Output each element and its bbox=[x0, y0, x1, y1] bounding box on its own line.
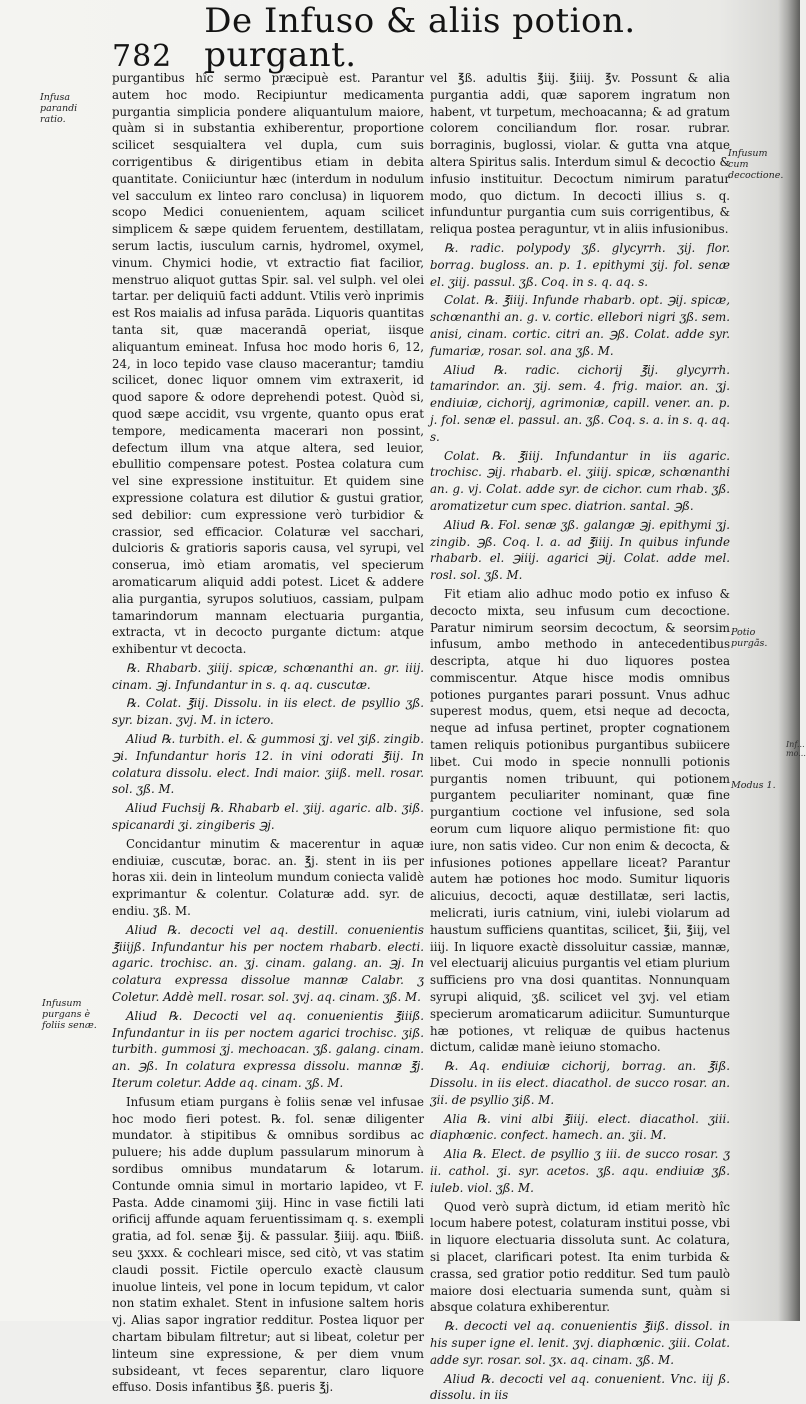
running-title: De Infuso & aliis potion. purgant. bbox=[204, 1, 636, 75]
right-text-column bbox=[430, 70, 730, 1403]
recipe-paragraph: Aliud ℞. turbith. el. & gummosi ʒj. vel ʒiß. zingib. ℈i. Infundantur horis 12. in vini odorati ℥iij. In colatura dissolu. elect. Indi maior. ʒiiß. mell. rosar. sol. ʒß. M. bbox=[112, 732, 424, 797]
recipe-paragraph: Aliud ℞. Fol. senæ ʒß. galangæ ℈j. epithymi ʒj. zingib. ℈ß. Coq. l. a. ad ℥iiij. In quibus infunde rhabarb. el. ℈iiij. agarici ℈ij. Colat. adde mel. rosl. sol. ʒß. M. bbox=[430, 517, 730, 583]
paragraph: Fit etiam alio adhuc modo potio ex infuso & decocto mixta, seu infusum cum decoctione. Paratur nimirum seorsim decoctum, & seorsim infusum, ambo methodo in antecedentibus descripta, atque hi duo liquores postea commiscentur. Atque hisce modis omnibus potiones purgantes parari possunt. Vnus adhuc superest modus, quem, etsi neque ad decocta, neque ad infusa pertinet, propter cognationem tamen reliquis potionibus purgantibus subiicere libet. Cui modo in specie nonnulli potionis purgantis nomen tribuunt, qui potionem purgantem peculiariter nominant, quæ fine purgantium coctione vel infusione, sed sola eorum cum liquore aliquo permistione fit: quo iure, non satis video. Cur non enim & decocta, & infusiones potiones appellare liceat? Parantur autem hæ potiones hoc modo. Sumitur liquoris alicuius, decocti, aquæ destillatæ, seri lactis, melicrati, iuris catnium, vini, iulebi violarum ad haustum sufficiens quantitas, scilicet, ℥ii, ℥iij, vel iiij. In liquore exactè dissoluitur cassiæ, mannæ, vel electuarij alicuius purgantis vel etiam plurium sufficiens pro vna dosi quantitas. Nonnunquam syrupi aliquid, ʒß. scilicet vel ʒvj. vel etiam specierum aromaticarum adiicitur. Sumunturque hæ potiones, vt reliquæ de quibus hactenus dictum, calidæ manè ieiuno stomacho. bbox=[430, 586, 730, 1055]
paragraph: Quod verò suprà dictum, id etiam meritò hîc locum habere potest, colaturam institui posse, vbi in liquore electuaria dissoluta sunt. Ac colatura, si placet, clarificari potest. Ita enim turbida & crassa, sed gratior potio redditur. Sed tum paulò maiore dosi electuaria sumenda sunt, quàm si absque colatura exhiberentur. bbox=[430, 1199, 730, 1315]
margin-note-modus: Modus 1. bbox=[731, 780, 776, 791]
margin-note-edge-fragment: Inf... mo... bbox=[786, 740, 806, 758]
recipe-paragraph: ℞. Colat. ℥iij. Dissolu. in iis elect. de psyllio ʒß. syr. bizan. ʒvj. M. in ictero. bbox=[112, 696, 424, 728]
margin-note-infusum-purgans: Infusum purgans è foliis senæ. bbox=[42, 998, 97, 1031]
page-number: 782 bbox=[112, 39, 173, 74]
recipe-paragraph: ℞. radic. polypody ʒß. glycyrrh. ʒij. flor. borrag. bugloss. an. p. 1. epithymi ʒij. fol. senæ el. ʒiij. passul. ʒß. Coq. in s. q. aq. s. bbox=[430, 240, 730, 289]
margin-note-infusa-paranda: Infusa parandi ratio. bbox=[40, 92, 78, 125]
recipe-paragraph: ℞. Aq. endiuiæ cichorij, borrag. an. ℥iß. Dissolu. in iis elect. diacathol. de succo rosar. an. ʒii. de psyllio ʒiß. M. bbox=[430, 1059, 730, 1107]
recipe-paragraph: Aliud ℞. decocti vel aq. conuenient. Vnc. iij ß. dissolu. in iis bbox=[430, 1371, 730, 1403]
paragraph: Infusum etiam purgans è foliis senæ vel infusae hoc modo fieri potest. ℞. fol. senæ diligenter mundator. à stipitibus & omnibus sordibus ac puluere; his adde duplum passularum minorum à sordibus omnibus mundatarum & lotarum. Contunde omnia simul in mortario lapideo, vt F. Pasta. Adde cinamomi ʒiij. Hinc in vase fictili lati orificij affunde aquam feruentissimam q. s. exempli gratia, ad fol. senæ ℥ij. & passular. ℥iiij. aqu. ℔iiß. seu ʒxxx. & cochleari misce, sed citò, vt vas statim claudi possit. Fictile operculo exactè clausum inuolue linteis, vel pone in locum tepidum, vt calor non statim exhalet. Stent in infusione saltem horis vj. Alias sapor ingratior redditur. Postea liquor per chartam bibulam filtretur; aut si libeat, coletur per linteum sine expressione, & per diem vnum subsideant, vt feces separentur, claro liquore effuso. Dosis infantibus ℥ß. pueris ℥j. bbox=[112, 1094, 424, 1395]
recipe-paragraph: Alia ℞. vini albi ℥iiij. elect. diacathol. ʒiii. diaphœnic. confect. hamech. an. ʒii. M. bbox=[430, 1111, 730, 1143]
page-header bbox=[112, 1, 672, 75]
recipe-paragraph: Aliud ℞. radic. cichorij ℥ij. glycyrrh. tamarindor. an. ʒij. sem. 4. frig. maior. an. ʒj. endiuiæ, cichorij, agrimoniæ, capill. vener. an. p. j. fol. senæ el. passul. an. ʒß. Coq. s. a. in s. q. aq. s. bbox=[430, 362, 730, 444]
recipe-paragraph: ℞. Rhabarb. ʒiiij. spicæ, schœnanthi an. gr. iiij. cinam. ℈j. Infundantur in s. q. aq. cuscutæ. bbox=[112, 660, 424, 692]
paragraph: vel ℥ß. adultis ℥iij. ℥iiij. ℥v. Possunt & alia purgantia addi, quæ saporem ingratum non habent, vt turpetum, mechoacanna; & ad gratum colorem conciliandum flor. rosar. rubrar. borraginis, buglossi, violar. & gutta vna atque altera Spiritus salis. Interdum simul & decoctio & infusio instituitur. Decoctum nimirum paratur modo, quo dictum. In decocti illius s. q. infunduntur purgantia cum suis corrigentibus, & reliqua postea peraguntur, vt in aliis infusionibus. bbox=[430, 71, 730, 237]
recipe-paragraph: Aliud Fuchsij ℞. Rhabarb el. ʒiij. agaric. alb. ʒiß. spicanardi ʒi. zingiberis ℈j. bbox=[112, 801, 424, 833]
recipe-paragraph: Colat. ℞. ℥iiij. Infundantur in iis agaric. trochisc. ℈ij. rhabarb. el. ʒiiij. spicæ, schœnanthi an. g. vj. Colat. adde syr. de cichor. cum rhab. ʒß. aromatizetur cum spec. diatrion. santal. ℈ß. bbox=[430, 448, 730, 513]
recipe-paragraph: Alia ℞. Elect. de psyllio ʒ iii. de succo rosar. ʒ ii. cathol. ʒi. syr. acetos. ʒß. aqu. endiuiæ ʒß. iuleb. viol. ʒß. M. bbox=[430, 1147, 730, 1195]
recipe-paragraph: Colat. ℞. ℥iiij. Infunde rhabarb. opt. ℈ij. spicæ, schœnanthi an. g. v. cortic. ellebori nigri ʒß. sem. anisi, cinam. cortic. citri an. ℈ß. Colat. adde syr. fumariæ, rosar. sol. ana ʒß. M. bbox=[430, 293, 730, 358]
book-spine-shadow bbox=[778, 0, 806, 1321]
recipe-paragraph: ℞. decocti vel aq. conuenientis ℥iiß. dissol. in his super igne el. lenit. ʒvj. diaphœnic. ʒiii. Colat. adde syr. rosar. sol. ʒx. aq. cinam. ʒß. M. bbox=[430, 1319, 730, 1367]
margin-note-infusum-cum-decoctione: Infusum cum decoctione. bbox=[728, 148, 784, 181]
paragraph: purgantibus hîc sermo præcipuè est. Parantur autem hoc modo. Recipiuntur medicamenta purgantia simplicia pondere aliquantulum maiore, quàm si in substantia exhiberentur, proportione scilicet sesquialtera vel dupla, cum suis corrigentibus & dirigentibus etiam in debita quantitate. Coniiciuntur hæc (interdum in nodulum vel sacculum ex linteo raro conclusa) in liquorem scopo Medici conuenientem, aquam scilicet simplicem & sæpe quidem feruentem, destillatam, serum lactis, iusculum carnis, hydromel, oxymel, vinum. Chymici hodie, vt extractio fiat facilior, menstruo aliquot guttas Spir. sal. vel sulph. vel olei tartar. per deliquiū facti addunt. Vtilis verò inprimis est Ros maialis ad infusa parāda. Liquoris quantitas tanta sit, quæ macerandā operiat, iisque aliquantum emineat. Infusa hoc modo horis 6, 12, 24, in loco tepido vase clauso macerantur; tamdiu scilicet, donec liquor omnem vim extraxerit, id quod sapore & odore deprehendi potest. Quòd si, quod sæpe accidit, vsu vrgente, quanto opus erat tempore, medicamenta macerari non possint, defectum illum vna atque altera, sed leuior, ebullitio compensare potest. Postea colatura cum vel sine expressione instituitur. Et quidem sine expressione colatura est dilutior & gustui gratior, sed debilior: cum expressione verò turbidior & crassior, sed efficacior. Colaturæ vel sacchari, dulcioris & gratioris saporis causa, vel syrupi, vel conserua, imò etiam aromatis, vel specierum aromaticarum aliquid addi potest. Licet & addere alia purgantia, syrupos solutiuos, cassiam, pulpam tamarindorum mannam electuaria purgantia, extracta, vt in decocto purgante dictum: atque exhibentur vt decocta. bbox=[112, 71, 424, 657]
recipe-paragraph: Aliud ℞. decocti vel aq. destill. conuenientis ℥iiijß. Infundantur his per noctem rhabarb. electi. agaric. trochisc. an. ʒj. cinam. galang. an. ℈j. In colatura expressa dissolue mannæ Calabr. ʒ Coletur. Addè mell. rosar. sol. ʒvj. aq. cinam. ʒß. M. bbox=[112, 922, 424, 1005]
paragraph: Concidantur minutim & macerentur in aquæ endiuiæ, cuscutæ, borac. an. ℥j. stent in iis per horas xii. dein in linteolum mundum coniecta validè exprimantur & colentur. Colaturæ add. syr. de endiu. ʒß. M. bbox=[112, 836, 424, 919]
recipe-paragraph: Aliud ℞. Decocti vel aq. conuenientis ℥iiiß. Infundantur in iis per noctem agarici trochisc. ʒiß. turbith. gummosi ʒj. mechoacan. ʒß. galang. cinam. an. ℈ß. In colatura expressa dissolu. mannæ ℥j. Iterum coletur. Adde aq. cinam. ʒß. M. bbox=[112, 1008, 424, 1091]
left-text-column bbox=[112, 70, 424, 1395]
margin-note-potio-purgans: Potio purgãs. bbox=[731, 627, 768, 649]
